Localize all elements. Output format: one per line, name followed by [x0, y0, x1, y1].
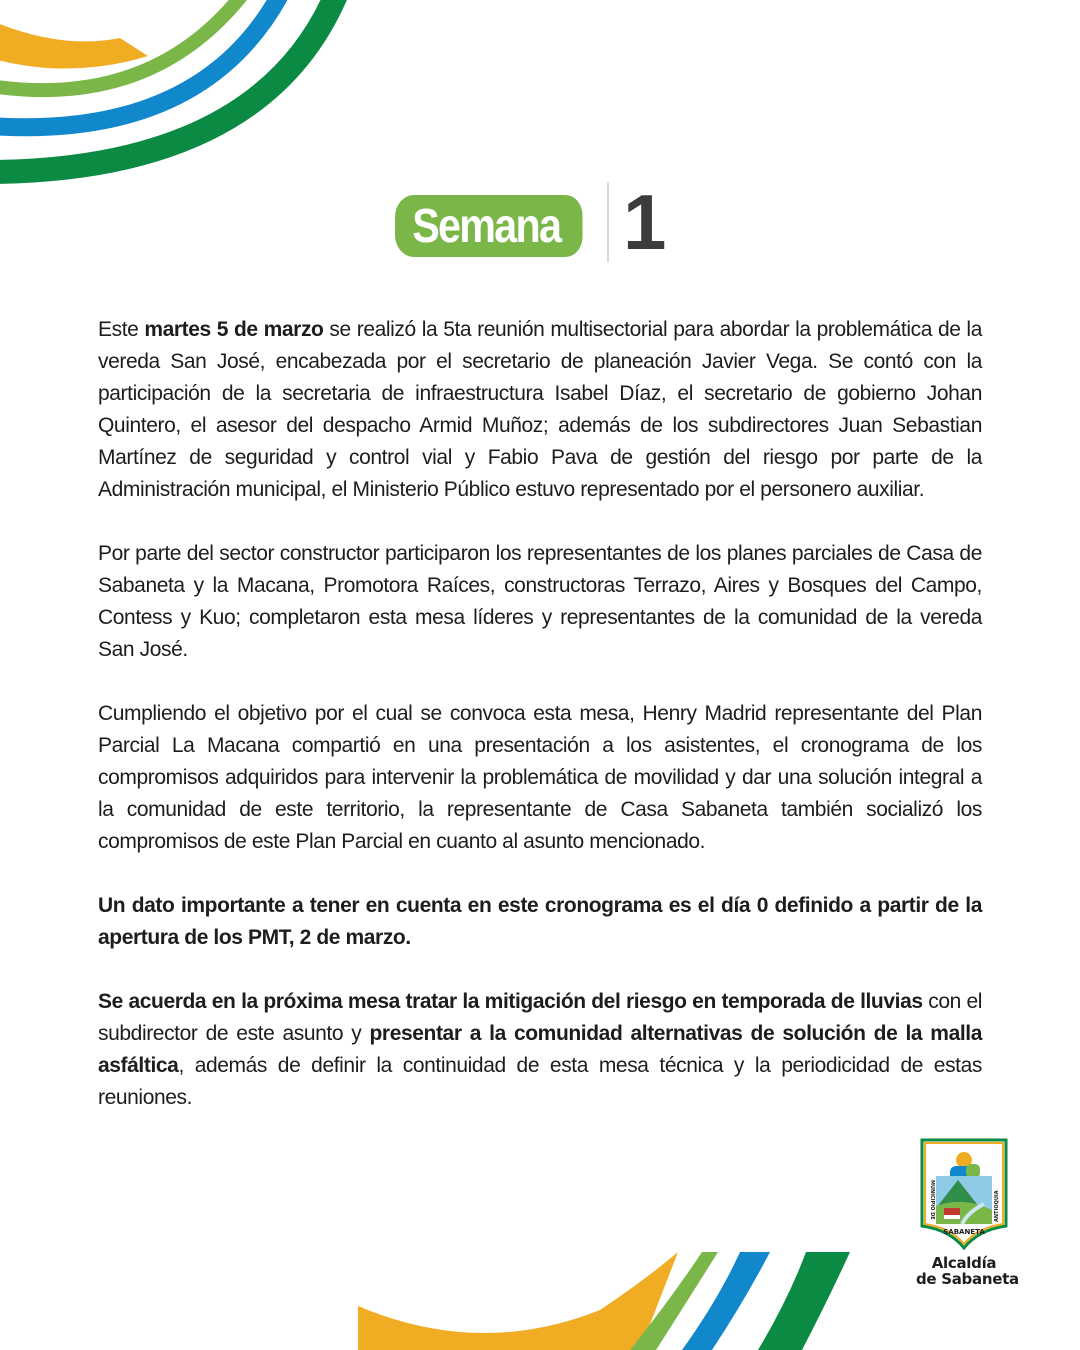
paragraph-3 — [98, 698, 982, 858]
decorative-arcs-top — [0, 0, 360, 200]
bold-text-segment: martes 5 de marzo — [144, 318, 324, 341]
logo-line-2: de Sabaneta — [916, 1270, 1019, 1288]
paragraph-4 — [98, 890, 982, 954]
paragraph-2 — [98, 538, 982, 666]
decorative-arcs-bottom — [340, 1240, 860, 1350]
bold-text-segment: Un dato importante a tener en cuenta en este cronograma es el día 0 definido a partir de la apertura de los PMT, 2 de marzo. — [98, 894, 982, 949]
week-label-pill — [395, 195, 583, 257]
title-divider — [607, 182, 609, 262]
svg-text:SABANETA: SABANETA — [943, 1228, 985, 1236]
paragraph-5 — [98, 986, 982, 1114]
text-segment: con el subdirector de este asunto y — [98, 990, 982, 1045]
paragraph-1 — [98, 314, 982, 506]
week-title — [395, 178, 667, 266]
week-label: Semana — [412, 199, 561, 253]
text-segment: Cumpliendo el objetivo por el cual se convoca esta mesa, Henry Madrid representante del Plan Parcial La Macana compartió en una presentación a los asistentes, el cronograma de los compromisos adquiridos para intervenir la problemática de movilidad y dar una solución integral a la comunidad de este territorio, la representante de Casa Sabaneta también socializó los compromisos de este Plan Parcial en cuanto al asunto mencionado. — [98, 702, 982, 853]
text-segment: Este — [98, 318, 145, 341]
text-segment: se realizó la 5ta reunión multisectorial para abordar la problemática de la vereda San José, encabezada por el secretario de planeación Javier Vega. Se contó con la participación de la secretaria de infraestructura Isabel Díaz, el secretario de gobierno Johan Quintero, el asesor del despacho Armid Muñoz; además de los subdirectores Juan Sebastian Martínez de seguridad y control vial y Fabio Pava de gestión del riesgo por parte de la Administración municipal, el Ministerio Público estuvo representado por el personero auxiliar. — [98, 318, 982, 501]
coat-of-arms-icon — [918, 1138, 1010, 1250]
alcaldia-logo — [916, 1138, 1019, 1288]
article-body — [98, 314, 982, 1146]
svg-text:MUNICIPIO DE: MUNICIPIO DE — [929, 1180, 935, 1220]
bold-text-segment: Se acuerda en la próxima mesa tratar la mitigación del riesgo en temporada de lluvias — [98, 990, 923, 1013]
bold-text-segment: presentar a la comunidad alternativas de solución de la malla asfáltica — [98, 1022, 982, 1077]
week-number: 1 — [623, 178, 667, 266]
svg-text:ANTIOQUIA: ANTIOQUIA — [994, 1190, 1000, 1222]
logo-line-1: Alcaldía — [931, 1254, 997, 1272]
text-segment: , además de definir la continuidad de esta mesa técnica y la periodicidad de estas reuniones. — [98, 1054, 982, 1109]
text-segment: Por parte del sector constructor participaron los representantes de los planes parciales de Casa de Sabaneta y la Macana, Promotora Raíces, constructoras Terrazo, Aires y Bosques del Campo, Contess y Kuo; completaron esta mesa líderes y representantes de la comunidad de la vereda San José. — [98, 542, 982, 661]
